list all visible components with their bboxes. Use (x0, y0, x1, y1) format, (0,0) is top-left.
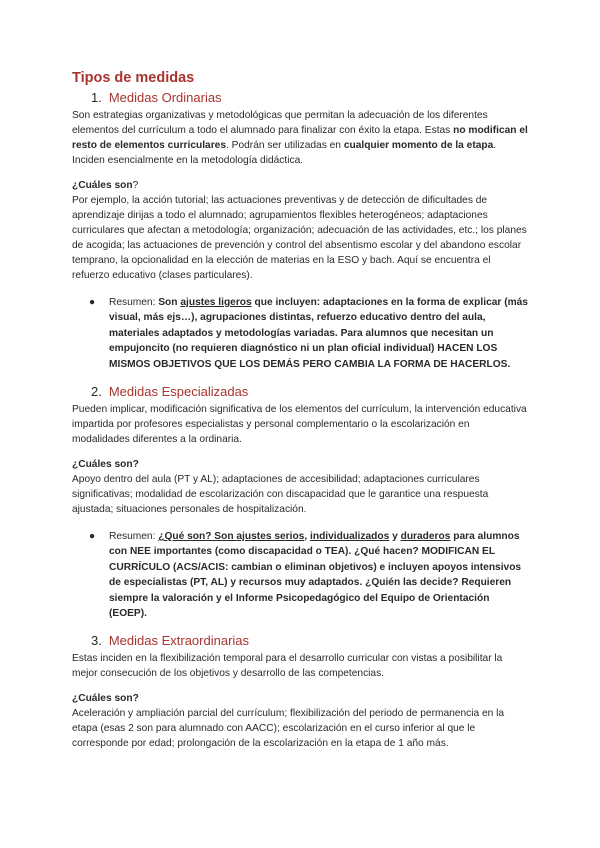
text-run: Son estrategias organizativas y metodológicas que permitan la adecuación de los diferentes elementos del currículum a todo el alumnado para finalizar con éxito la etapa. Estas (72, 110, 488, 136)
underlined-run: ¿Qué son? Son (158, 531, 237, 543)
underlined-run: duraderos (400, 531, 451, 543)
section-heading-extraordinarias (72, 633, 528, 648)
section-number: 3. (91, 633, 102, 649)
text-run: . Podrán ser utilizadas en (226, 140, 344, 151)
bold-run: para alumnos con NEE importantes (como discapacidad o TEA). ¿Qué hacen? MODIFICAN EL CURRÍCULO (ACS/ACIS: cambian o eliminan objetivos) e incluyen apoyos intensivos de especialistas (PT, AL) y recursos muy adaptados. ¿Quién las decide? Requieren siempre la valoración y el Informe Psicopedagógico del Equipo de Orientación (EOEP). (109, 531, 522, 620)
question-label (72, 178, 528, 193)
summary-lead: Resumen: (109, 531, 159, 543)
underlined-run: individualizados (310, 531, 390, 543)
section-paragraph: Pueden implicar, modificación significativa de los elementos del currículum, la intervención educativa impartida por profesores especialistas y personal complementario o la escolarización en modalidades diferentes a la ordinaria. (72, 404, 527, 446)
underlined-run: ajustes serios (236, 531, 305, 543)
section-title: Medidas Extraordinarias (108, 633, 250, 649)
section-title: Medidas Ordinarias (108, 90, 222, 105)
question-answer: Apoyo dentro del aula (PT y AL); adaptaciones de accesibilidad; adaptaciones curriculares significativas; modalidad de escolarización con discapacidad que le garantice una respuesta ajustada; situaciones personales de hospitalización. (72, 474, 489, 516)
document-title: Tipos de medidas (72, 70, 195, 86)
question-label-bold: ¿Cuáles son (72, 180, 133, 191)
question-mark: ? (132, 180, 139, 191)
bold-run: Son (158, 297, 181, 308)
section-paragraph (72, 108, 528, 168)
text-run: . Inciden esencialmente en la metodología didáctica. (72, 140, 497, 166)
bold-run: , (304, 531, 311, 543)
summary-lead: Resumen: (109, 297, 159, 308)
summary-bullet (72, 295, 528, 372)
underlined-run: ajustes ligeros (180, 297, 252, 308)
bold-run: cualquier momento de la etapa (343, 140, 494, 151)
bold-run: y (389, 531, 401, 543)
section-number: 2. (91, 384, 102, 400)
section-paragraph: Estas inciden en la flexibilización temporal para el desarrollo curricular con vistas a posibilitar la mejor consecución de los objetivos y desarrollo de las competencias. (72, 653, 503, 680)
section-heading-ordinarias (72, 90, 528, 105)
section-heading-especializadas (72, 384, 528, 399)
summary-bullet (72, 529, 528, 621)
section-number: 1. (91, 90, 102, 105)
question-answer: Aceleración y ampliación parcial del currículum; flexibilización del periodo de permanencia en la etapa (esas 2 son para alumnado con AACC); escolarización en el curso inferior al que le corresponde por edad; prolongación de la escolarización en la etapa de 1 año más. (72, 708, 505, 750)
bold-run: no modifican el resto de elementos curriculares (72, 125, 528, 151)
question-answer: Por ejemplo, la acción tutorial; las actuaciones preventivas y de detección de dificultades de aprendizaje dirijas a todo el alumnado; agrupamientos flexibles heterogéneos; adaptaciones curriculares que afectan a metodología; organización; adecuación de las actividades, etc.; los planes de acogida; las actuaciones de prevención y control del absentismo escolar y del abandono escolar temprano, la opcionalidad en la elección de materias en la ESO y bach. Aquí se encuentra el refuerzo educativo (clases particulares). (72, 195, 527, 281)
bullet-dot-icon: ● (89, 297, 96, 308)
section-title: Medidas Especializadas (108, 384, 249, 400)
bullet-dot-icon: ● (89, 531, 96, 543)
question-label: ¿Cuáles son? (72, 693, 139, 705)
question-label: ¿Cuáles son? (72, 459, 139, 471)
bold-run: que incluyen: adaptaciones en la forma de explicar (más visual, más ejs…), agrupaciones distintas, refuerzo educativo dentro del aula, materiales adaptados y metodologías variadas. Para alumnos que necesitan un empujoncito (no requieren diagnóstico ni un plan oficial individual) HACEN LOS MISMOS OBJETIVOS QUE LOS DEMÁS PERO CAMBIA LA FORMA DE HACERLOS. (109, 297, 528, 370)
